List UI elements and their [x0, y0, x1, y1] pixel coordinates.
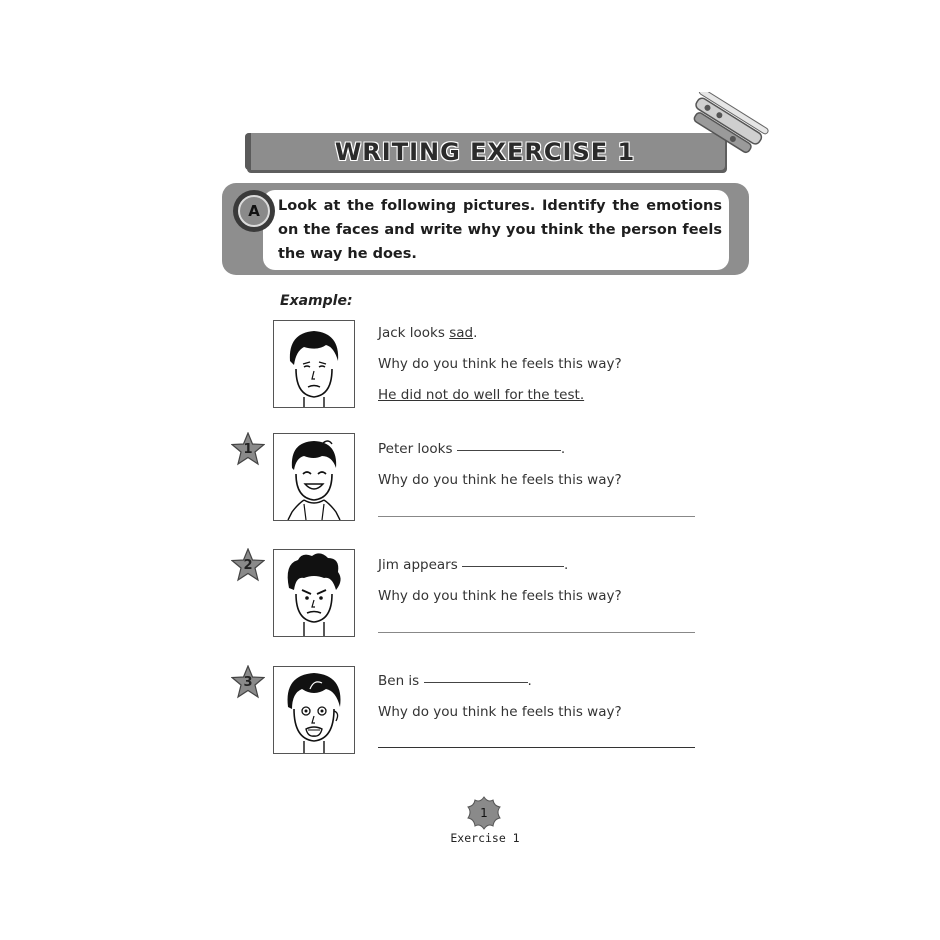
item-1-statement: Peter looks . [378, 441, 566, 457]
emotion-blank[interactable] [462, 565, 564, 567]
section-badge-letter: A [238, 195, 270, 227]
example-label: Example: [280, 293, 353, 309]
emotion-blank[interactable] [457, 449, 561, 451]
item-2-statement: Jim appears . [378, 557, 569, 573]
example-answer: He did not do well for the test. [378, 387, 585, 403]
question-number-star [231, 432, 265, 466]
face-picture-jim [273, 549, 355, 637]
page-title: WRITING EXERCISE 1 [334, 137, 636, 166]
example-question: Why do you think he feels this way? [378, 356, 622, 372]
item-2-question: Why do you think he feels this way? [378, 588, 622, 604]
question-number-star [231, 548, 265, 582]
item-1-question: Why do you think he feels this way? [378, 472, 622, 488]
angry-face-icon [274, 550, 354, 636]
section-badge [233, 190, 275, 232]
item-3-question: Why do you think he feels this way? [378, 704, 622, 720]
page-number-badge [466, 795, 502, 831]
question-number: 1 [243, 442, 253, 457]
title-banner [245, 133, 725, 170]
pencil-decoration-icon [680, 92, 770, 162]
question-number-star [231, 665, 265, 699]
answer-line[interactable] [378, 747, 695, 748]
face-picture-peter [273, 433, 355, 521]
item-3-statement: Ben is . [378, 673, 532, 689]
scared-face-icon [274, 667, 354, 753]
answer-line[interactable] [378, 516, 695, 517]
question-number: 3 [243, 675, 253, 690]
example-emotion-answer: sad [449, 325, 474, 341]
face-picture-ben [273, 666, 355, 754]
footer-label: Exercise 1 [450, 831, 520, 845]
answer-line[interactable] [378, 632, 695, 633]
sad-face-icon [274, 321, 354, 407]
instruction-text: Look at the following pictures. Identify the emotions on the faces and write why you think the person feels the way he does. [278, 198, 722, 262]
example-statement: Jack looks sad. [378, 325, 478, 341]
happy-face-icon [274, 434, 354, 520]
page-number: 1 [480, 806, 488, 820]
face-picture-jack [273, 320, 355, 408]
question-number: 2 [243, 558, 253, 573]
emotion-blank[interactable] [424, 681, 528, 683]
